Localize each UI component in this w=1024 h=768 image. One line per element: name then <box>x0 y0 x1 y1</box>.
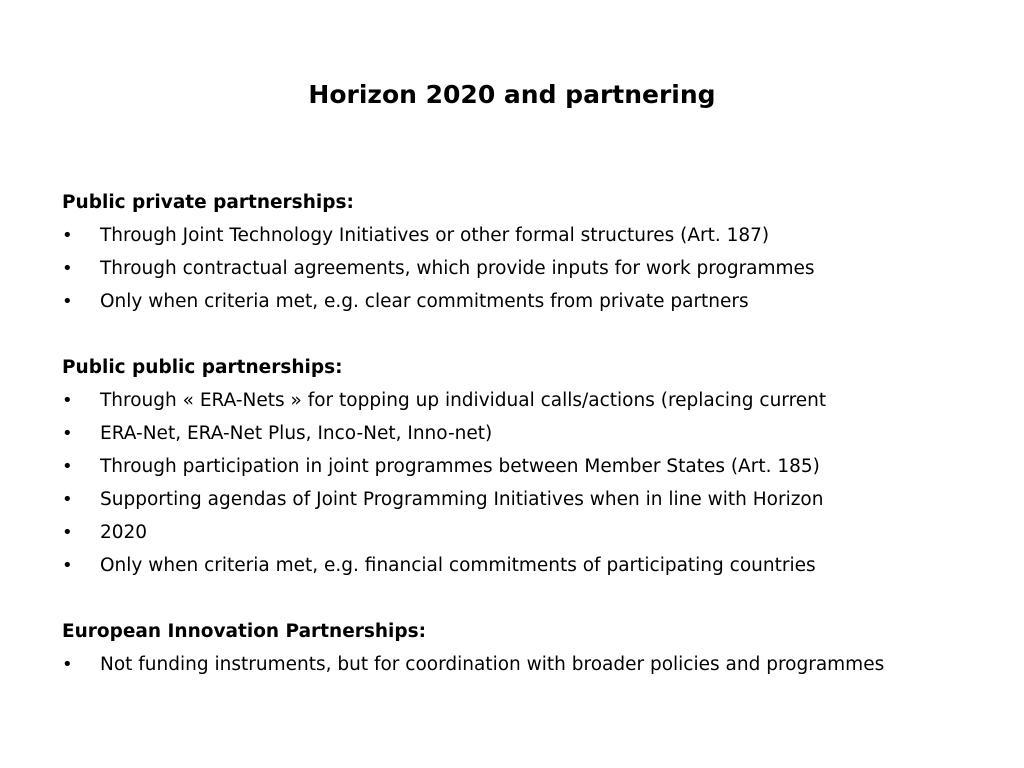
section-european-innovation <box>62 615 1002 681</box>
section-heading: Public public partnerships: <box>62 357 343 378</box>
bullet-item: • 2020 <box>62 516 1002 549</box>
bullet-item: • Through participation in joint programmes between Member States (Art. 185) <box>62 450 1002 483</box>
section-spacer <box>62 582 1002 615</box>
bullet-item: • Through « ERA-Nets » for topping up individual calls/actions (replacing current <box>62 384 1002 417</box>
bullet-list <box>62 648 1002 681</box>
bullet-item: • Not funding instruments, but for coordination with broader policies and programmes <box>62 648 1002 681</box>
section-spacer <box>62 318 1002 351</box>
bullet-list <box>62 384 1002 582</box>
bullet-list <box>62 219 1002 318</box>
section-public-private <box>62 186 1002 318</box>
bullet-item: • Through Joint Technology Initiatives or other formal structures (Art. 187) <box>62 219 1002 252</box>
section-heading: Public private partnerships: <box>62 192 354 213</box>
bullet-item: • ERA-Net, ERA-Net Plus, Inco-Net, Inno-net) <box>62 417 1002 450</box>
section-public-public <box>62 351 1002 582</box>
bullet-item: • Through contractual agreements, which provide inputs for work programmes <box>62 252 1002 285</box>
section-heading: European Innovation Partnerships: <box>62 621 427 642</box>
slide-content <box>62 186 1002 681</box>
bullet-item: • Only when criteria met, e.g. clear commitments from private partners <box>62 285 1002 318</box>
slide-title: Horizon 2020 and partnering <box>308 80 716 109</box>
bullet-item: • Supporting agendas of Joint Programming Initiatives when in line with Horizon <box>62 483 1002 516</box>
bullet-item: • Only when criteria met, e.g. financial commitments of participating countries <box>62 549 1002 582</box>
